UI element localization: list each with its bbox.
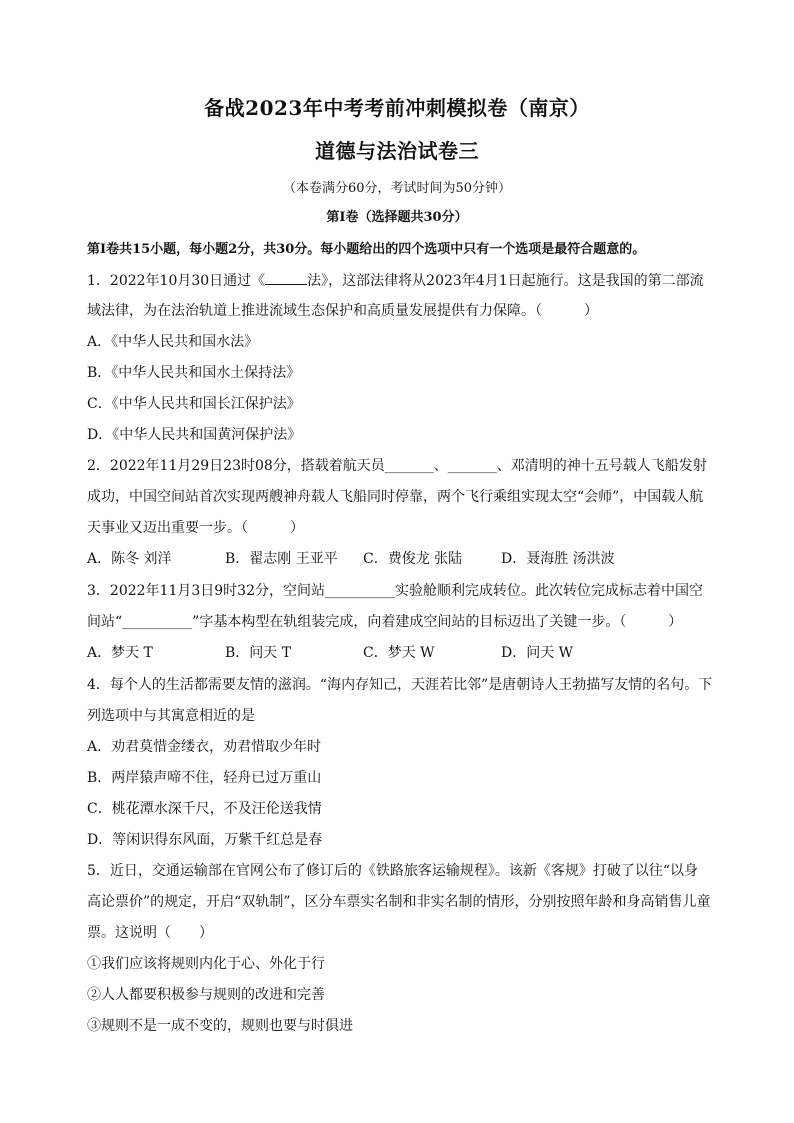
question-5-statement-1: ①我们应该将规则内化于心、外化于行 (87, 956, 325, 972)
question-4-option-b: B．两岸猿声啼不住，轻舟已过万重山 (87, 770, 322, 786)
question-1-line-2: 域法律，为在法治轨道上推进流域生态保护和高质量发展提供有力保障。（ ） (87, 303, 598, 319)
question-2-options (87, 549, 727, 569)
question-2-line-2: 成功，中国空间站首次实现两艘神舟载人飞船同时停靠，两个飞行乘组实现太空“会师”，中国载人航 (87, 489, 704, 505)
question-4-option-c: C．桃花潭水深千尺，不及汪伦送我情 (87, 801, 322, 817)
question-1-option-c: C．《中华人民共和国长江保护法》 (87, 396, 301, 412)
question-2-option-d: D．聂海胜 汤洪波 (501, 551, 615, 567)
question-5-statement-3: ③规则不是一成不变的，规则也要与时俱进 (87, 1018, 353, 1034)
question-2-line-1: 2．2022年11月29日23时08分，搭载着航天员_______、_______、邓清明的神十五号载人飞船发射 (87, 458, 707, 474)
question-2-option-b: B．翟志刚 王亚平 (225, 551, 338, 567)
exam-subtitle: 道德与法治试卷三 (315, 139, 479, 163)
exam-note: （本卷满分60分，考试时间为50分钟） (282, 181, 512, 196)
question-2-option-a: A．陈冬 刘洋 (87, 551, 172, 567)
question-3-line-2: 间站“__________”字基本构型在轨组装完成，向着建成空间站的目标迈出了关键一步。（ ） (87, 614, 683, 630)
question-1-option-d: D．《中华人民共和国黄河保护法》 (87, 427, 302, 443)
section-instruction: 第Ⅰ卷共15小题，每小题2分，共30分。每小题给出的四个选项中只有一个选项是最符合题意的。 (87, 242, 646, 257)
answer-blank (265, 270, 307, 285)
question-3-options (87, 643, 727, 663)
question-5-statement-2: ②人人都要积极参与规则的改进和完善 (87, 987, 325, 1003)
question-1-line-1 (87, 270, 727, 291)
question-5-line-2: 高论票价”的规定，开启“双轨制”，区分车票实名制和非实名制的情形，分别按照年龄和身高销售儿童 (87, 894, 711, 910)
question-2-line-3: 天事业又迈出重要一步。（ ） (87, 520, 304, 536)
question-1-option-b: B．《中华人民共和国水土保持法》 (87, 365, 301, 381)
section-heading: 第Ⅰ卷（选择题共30分） (326, 210, 468, 225)
question-3-option-c: C．梦天 W (363, 645, 435, 661)
question-4-option-d: D．等闲识得东风面，万紫千红总是春 (87, 832, 323, 848)
question-3-line-1: 3．2022年11月3日9时32分，空间站__________实验舱顺利完成转位。此次转位完成标志着中国空 (87, 583, 703, 599)
question-3-option-d: D．问天 W (501, 645, 574, 661)
question-5-line-1: 5．近日，交通运输部在官网公布了修订后的《铁路旅客运输规程》。该新《客规》打破了以往“以身 (87, 863, 699, 879)
question-4-option-a: A．劝君莫惜金缕衣，劝君惜取少年时 (87, 739, 322, 755)
question-5-line-3: 票。这说明（ ） (87, 925, 213, 941)
exam-title: 备战2023年中考考前冲刺模拟卷（南京） (204, 96, 590, 120)
question-3-option-a: A．梦天 T (87, 645, 153, 661)
question-1-option-a: A．《中华人民共和国水法》 (87, 334, 259, 350)
question-1-text-post: 法》，这部法律将从2023年4月1日起施行。这是我国的第二部流 (307, 273, 704, 289)
question-3-option-b: B．问天 T (225, 645, 292, 661)
question-4-line-1: 4．每个人的生活都需要友情的滋润。“海内存知己，天涯若比邻”是唐朝诗人王勃描写友情的名句。下 (87, 677, 713, 693)
question-2-option-c: C．费俊龙 张陆 (363, 551, 463, 567)
question-1-text-pre: 1．2022年10月30日通过《 (87, 273, 266, 289)
question-4-line-2: 列选项中与其寓意相近的是 (87, 708, 255, 724)
